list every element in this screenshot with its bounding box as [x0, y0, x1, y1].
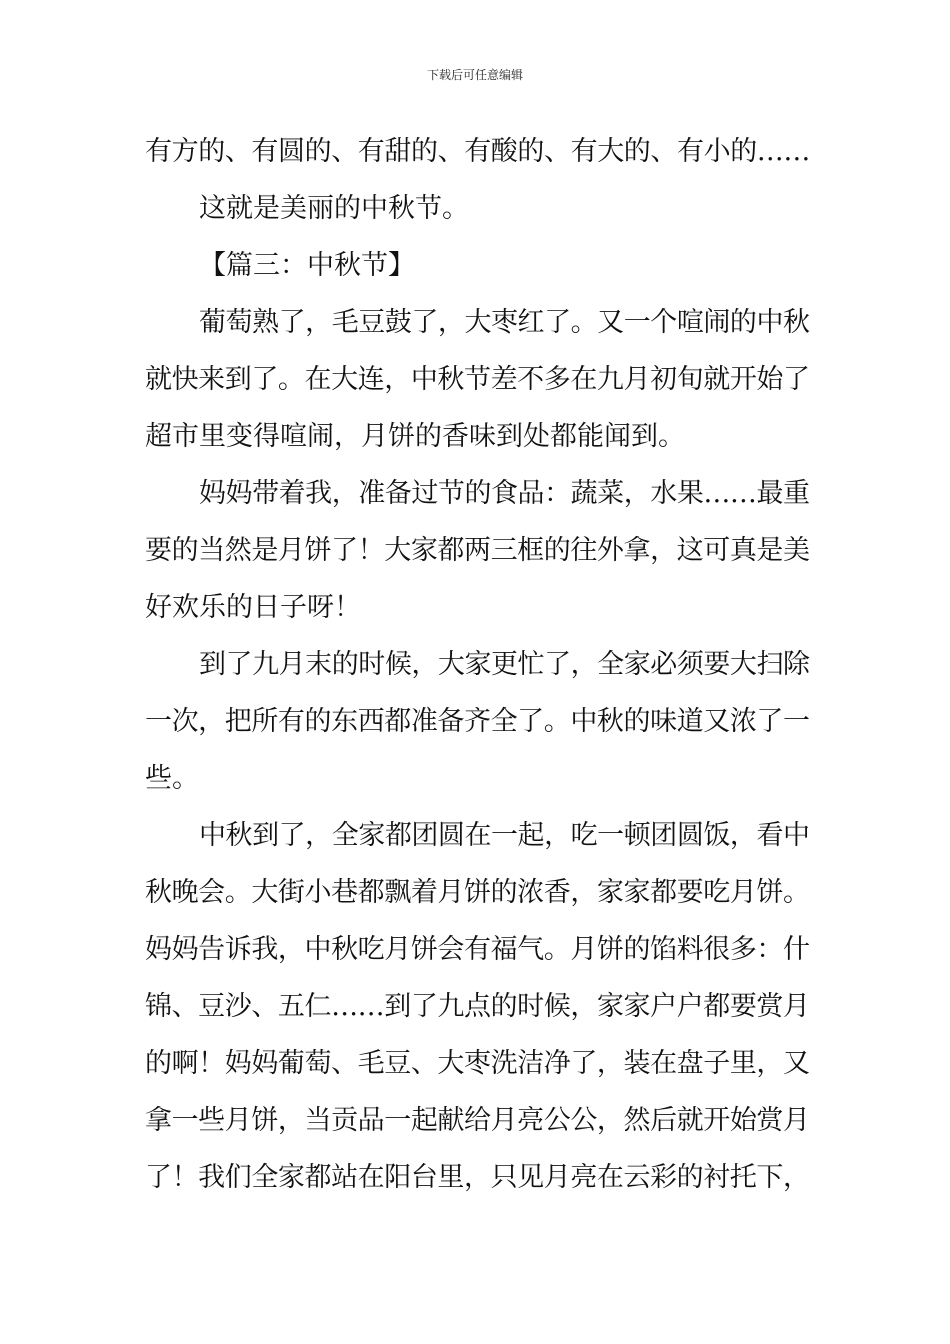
text-line: 超市里变得喧闹，月饼的香味到处都能闻到。 [145, 421, 685, 452]
text-line: 了！我们全家都站在阳台里，只见月亮在云彩的衬托下， [145, 1162, 810, 1193]
text-line: 锦、豆沙、五仁……到了九点的时候，家家户户都要赏月 [145, 991, 810, 1022]
text-line: 就快来到了。在大连，中秋节差不多在九月初旬就开始了 [145, 364, 810, 395]
text-line: 一次，把所有的东西都准备齐全了。中秋的味道又浓了一 [145, 706, 810, 737]
text-line: 好欢乐的日子呀！ [145, 592, 361, 623]
text-line: 要的当然是月饼了！大家都两三框的往外拿，这可真是美 [145, 535, 810, 566]
text-line: 拿一些月饼，当贡品一起献给月亮公公，然后就开始赏月 [145, 1105, 810, 1136]
text-line: 葡萄熟了，毛豆鼓了，大枣红了。又一个喧闹的中秋 [199, 307, 810, 338]
text-line: 秋晚会。大街小巷都飘着月饼的浓香，家家都要吃月饼。 [145, 877, 810, 908]
document-body [145, 130, 810, 1213]
text-line: 到了九月末的时候，大家更忙了，全家必须要大扫除 [199, 649, 810, 680]
text-line: 有方的、有圆的、有甜的、有酸的、有大的、有小的…… [145, 136, 810, 167]
text-line: 妈妈带着我，准备过节的食品：蔬菜，水果……最重 [199, 478, 810, 509]
text-line: 中秋到了，全家都团圆在一起，吃一顿团圆饭，看中 [199, 820, 810, 851]
text-line: 些。 [145, 763, 199, 794]
text-line: 妈妈告诉我，中秋吃月饼会有福气。月饼的馅料很多：什 [145, 934, 810, 965]
text-line: 这就是美丽的中秋节。 [199, 193, 469, 224]
text-line: 【篇三：中秋节】 [199, 250, 415, 281]
text-line: 的啊！妈妈葡萄、毛豆、大枣洗洁净了，装在盘子里，又 [145, 1048, 810, 1079]
page-header: 下载后可任意编辑 [426, 68, 523, 82]
